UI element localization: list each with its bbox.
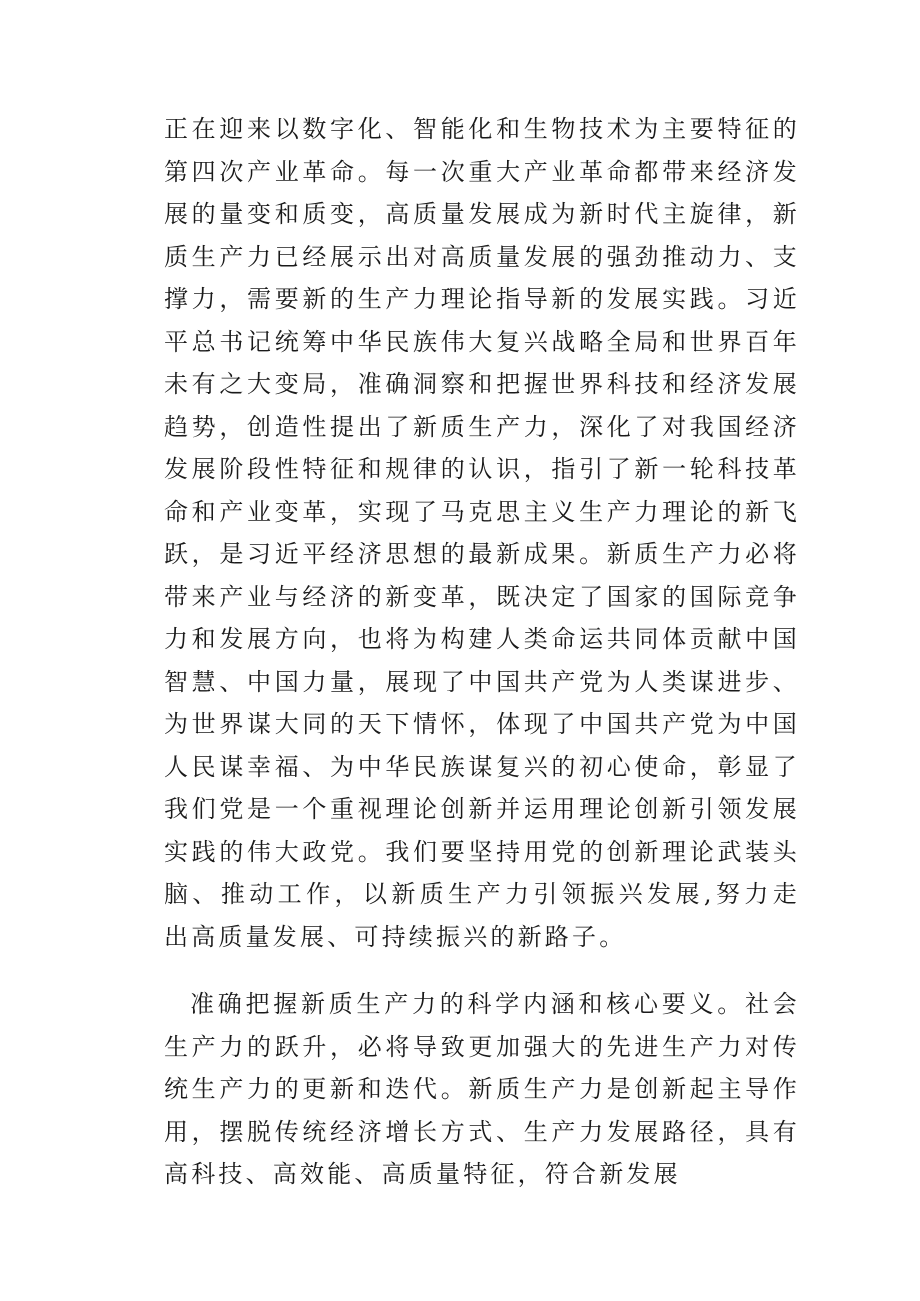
body-paragraph-2: 准确把握新质生产力的科学内涵和核心要义。社会生产力的跃升，必将导致更加强大的先进生产力对传统生产力的更新和迭代。新质生产力是创新起主导作用，摆脱传统经济增长方式、生产力发展路径，具有高科技、高效能、高质量特征，符合新发展 (164, 990, 800, 1188)
body-paragraph-1: 正在迎来以数字化、智能化和生物技术为主要特征的第四次产业革命。每一次重大产业革命都带来经济发展的量变和质变，高质量发展成为新时代主旋律，新质生产力已经展示出对高质量发展的强劲推动力、支撑力，需要新的生产力理论指导新的发展实践。习近平总书记统筹中华民族伟大复兴战略全局和世界百年未有之大变局，准确洞察和把握世界科技和经济发展趋势，创造性提出了新质生产力，深化了对我国经济发展阶段性特征和规律的认识，指引了新一轮科技革命和产业变革，实现了马克思主义生产力理论的新飞跃，是习近平经济思想的最新成果。新质生产力必将带来产业与经济的新变革，既决定了国家的国际竞争力和发展方向，也将为构建人类命运共同体贡献中国智慧、中国力量，展现了中国共产党为人类谋进步、为世界谋大同的天下情怀，体现了中国共产党为中国人民谋幸福、为中华民族谋复兴的初心使命，彰显了我们党是一个重视理论创新并运用理论创新引领发展实践的伟大政党。我们要坚持用党的创新理论武装头脑、推动工作，以新质生产力引领振兴发展,努力走出高质量发展、可持续振兴的新路子。 (164, 115, 800, 951)
